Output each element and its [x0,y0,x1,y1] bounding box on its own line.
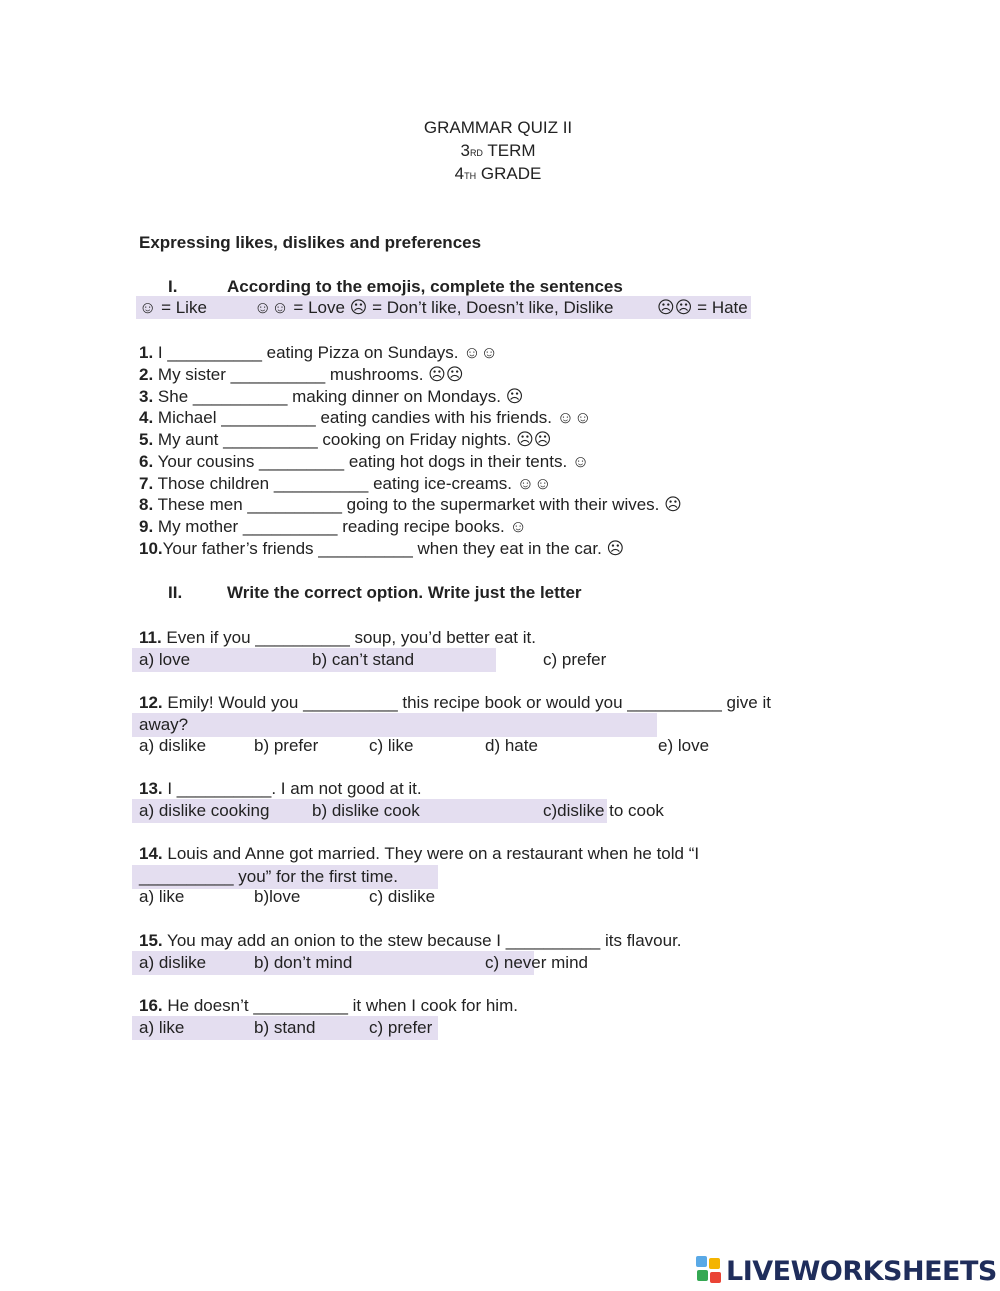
option-b: b) dislike cook [312,801,420,820]
item-number: 10. [139,539,163,558]
item-number: 7. [139,474,154,493]
option-b: b) stand [254,1018,316,1037]
logo-tile [710,1272,721,1283]
liveworksheets-logo [696,1253,997,1289]
legend-like: ☺ = Like [139,298,207,317]
option-e: e) love [658,736,710,755]
item-number: 5. [139,430,154,449]
answer-field-12[interactable] [132,713,657,737]
option-a: a) dislike [139,736,207,755]
legend-hate: ☹☹ = Hate [657,298,748,317]
item-text: Michael __________ eating candies with his friends. ☺☺ [153,408,592,427]
item-number: 2. [139,365,154,384]
logo-tile [697,1270,708,1281]
sentence-item [139,451,589,473]
logo-blocks-icon [696,1256,722,1286]
item-text: I __________ eating Pizza on Sundays. ☺☺ [153,343,498,362]
legend-love-dislike: ☺☺ = Love ☹ = Don’t like, Doesn’t like, Dislike [254,298,614,317]
item-number: 1. [139,343,154,362]
sentence-item [139,342,498,364]
question-11 [139,627,536,649]
option-c: c) prefer [543,650,607,669]
logo-tile [709,1258,720,1269]
question-text-cont: away? [139,715,189,734]
item-text: Your father’s friends __________ when they eat in the car. ☹ [162,539,625,558]
item-number: 6. [139,452,154,471]
sentence-item [139,516,527,538]
question-text-cont: __________ you” for the first time. [139,867,398,886]
section1-numeral: I. [168,277,178,296]
question-number: 15. [139,931,163,950]
term-number: 3 [460,141,470,160]
question-text: Even if you __________ soup, you’d better eat it. [161,628,536,647]
option-d: d) hate [485,736,538,755]
question-text: I __________. I am not good at it. [162,779,422,798]
option-c: c)dislike to cook [543,801,664,820]
question-number: 14. [139,844,163,863]
item-number: 8. [139,495,154,514]
question-number: 11. [139,628,162,647]
quiz-title: GRAMMAR QUIZ II [423,118,573,137]
term-label: TERM [482,141,536,160]
option-c: c) dislike [369,887,436,906]
sentence-item [139,473,551,495]
sentence-item [139,429,552,451]
question-16 [139,995,518,1017]
question-number: 16. [139,996,163,1015]
option-c: c) like [369,736,414,755]
option-b: b)love [254,887,301,906]
option-b: b) prefer [254,736,319,755]
section1-title: According to the emojis, complete the sentences [227,277,623,296]
item-text: Those children __________ eating ice-creams. ☺☺ [153,474,552,493]
term-suffix: RD [469,148,483,158]
item-text: Your cousins _________ eating hot dogs in their tents. ☺ [153,452,590,471]
logo-text: LIVEWORKSHEETS [726,1255,997,1287]
option-c: c) never mind [485,953,588,972]
item-text: My mother __________ reading recipe books. ☺ [153,517,527,536]
question-14 [139,843,699,865]
option-a: a) like [139,887,185,906]
grade-line [0,163,996,185]
question-15 [139,930,682,952]
option-b: b) don’t mind [254,953,353,972]
option-a: a) like [139,1018,185,1037]
question-text: You may add an onion to the stew because I __________ its flavour. [162,931,682,950]
item-number: 9. [139,517,154,536]
item-text: My sister __________ mushrooms. ☹☹ [153,365,464,384]
sentence-item [139,386,523,408]
grade-label: GRADE [476,164,542,183]
question-number: 12. [139,693,163,712]
section2-title: Write the correct option. Write just the letter [227,583,582,602]
item-text: These men __________ going to the supermarket with their wives. ☹ [153,495,682,514]
question-text: Emily! Would you __________ this recipe book or would you __________ give it [162,693,771,712]
item-text: She __________ making dinner on Mondays. ☹ [153,387,524,406]
question-text: He doesn’t __________ it when I cook for him. [162,996,518,1015]
section2-numeral: II. [168,583,183,602]
option-a: a) dislike cooking [139,801,270,820]
question-12 [139,692,771,714]
logo-tile [696,1256,707,1267]
grade-number: 4 [454,164,465,183]
grade-suffix: TH [464,171,477,181]
question-text: Louis and Anne got married. They were on a restaurant when he told “I [162,844,700,863]
option-a: a) love [139,650,191,669]
option-a: a) dislike [139,953,207,972]
sentence-item [139,494,682,516]
option-b: b) can’t stand [312,650,415,669]
sentence-item [139,407,591,429]
item-number: 3. [139,387,154,406]
topic-heading: Expressing likes, dislikes and preferences [139,233,482,252]
term-line [0,140,996,162]
sentence-item [139,364,464,386]
option-c: c) prefer [369,1018,433,1037]
sentence-item [139,538,624,560]
item-number: 4. [139,408,154,427]
item-text: My aunt __________ cooking on Friday nights. ☹☹ [153,430,552,449]
question-13 [139,778,422,800]
question-number: 13. [139,779,163,798]
